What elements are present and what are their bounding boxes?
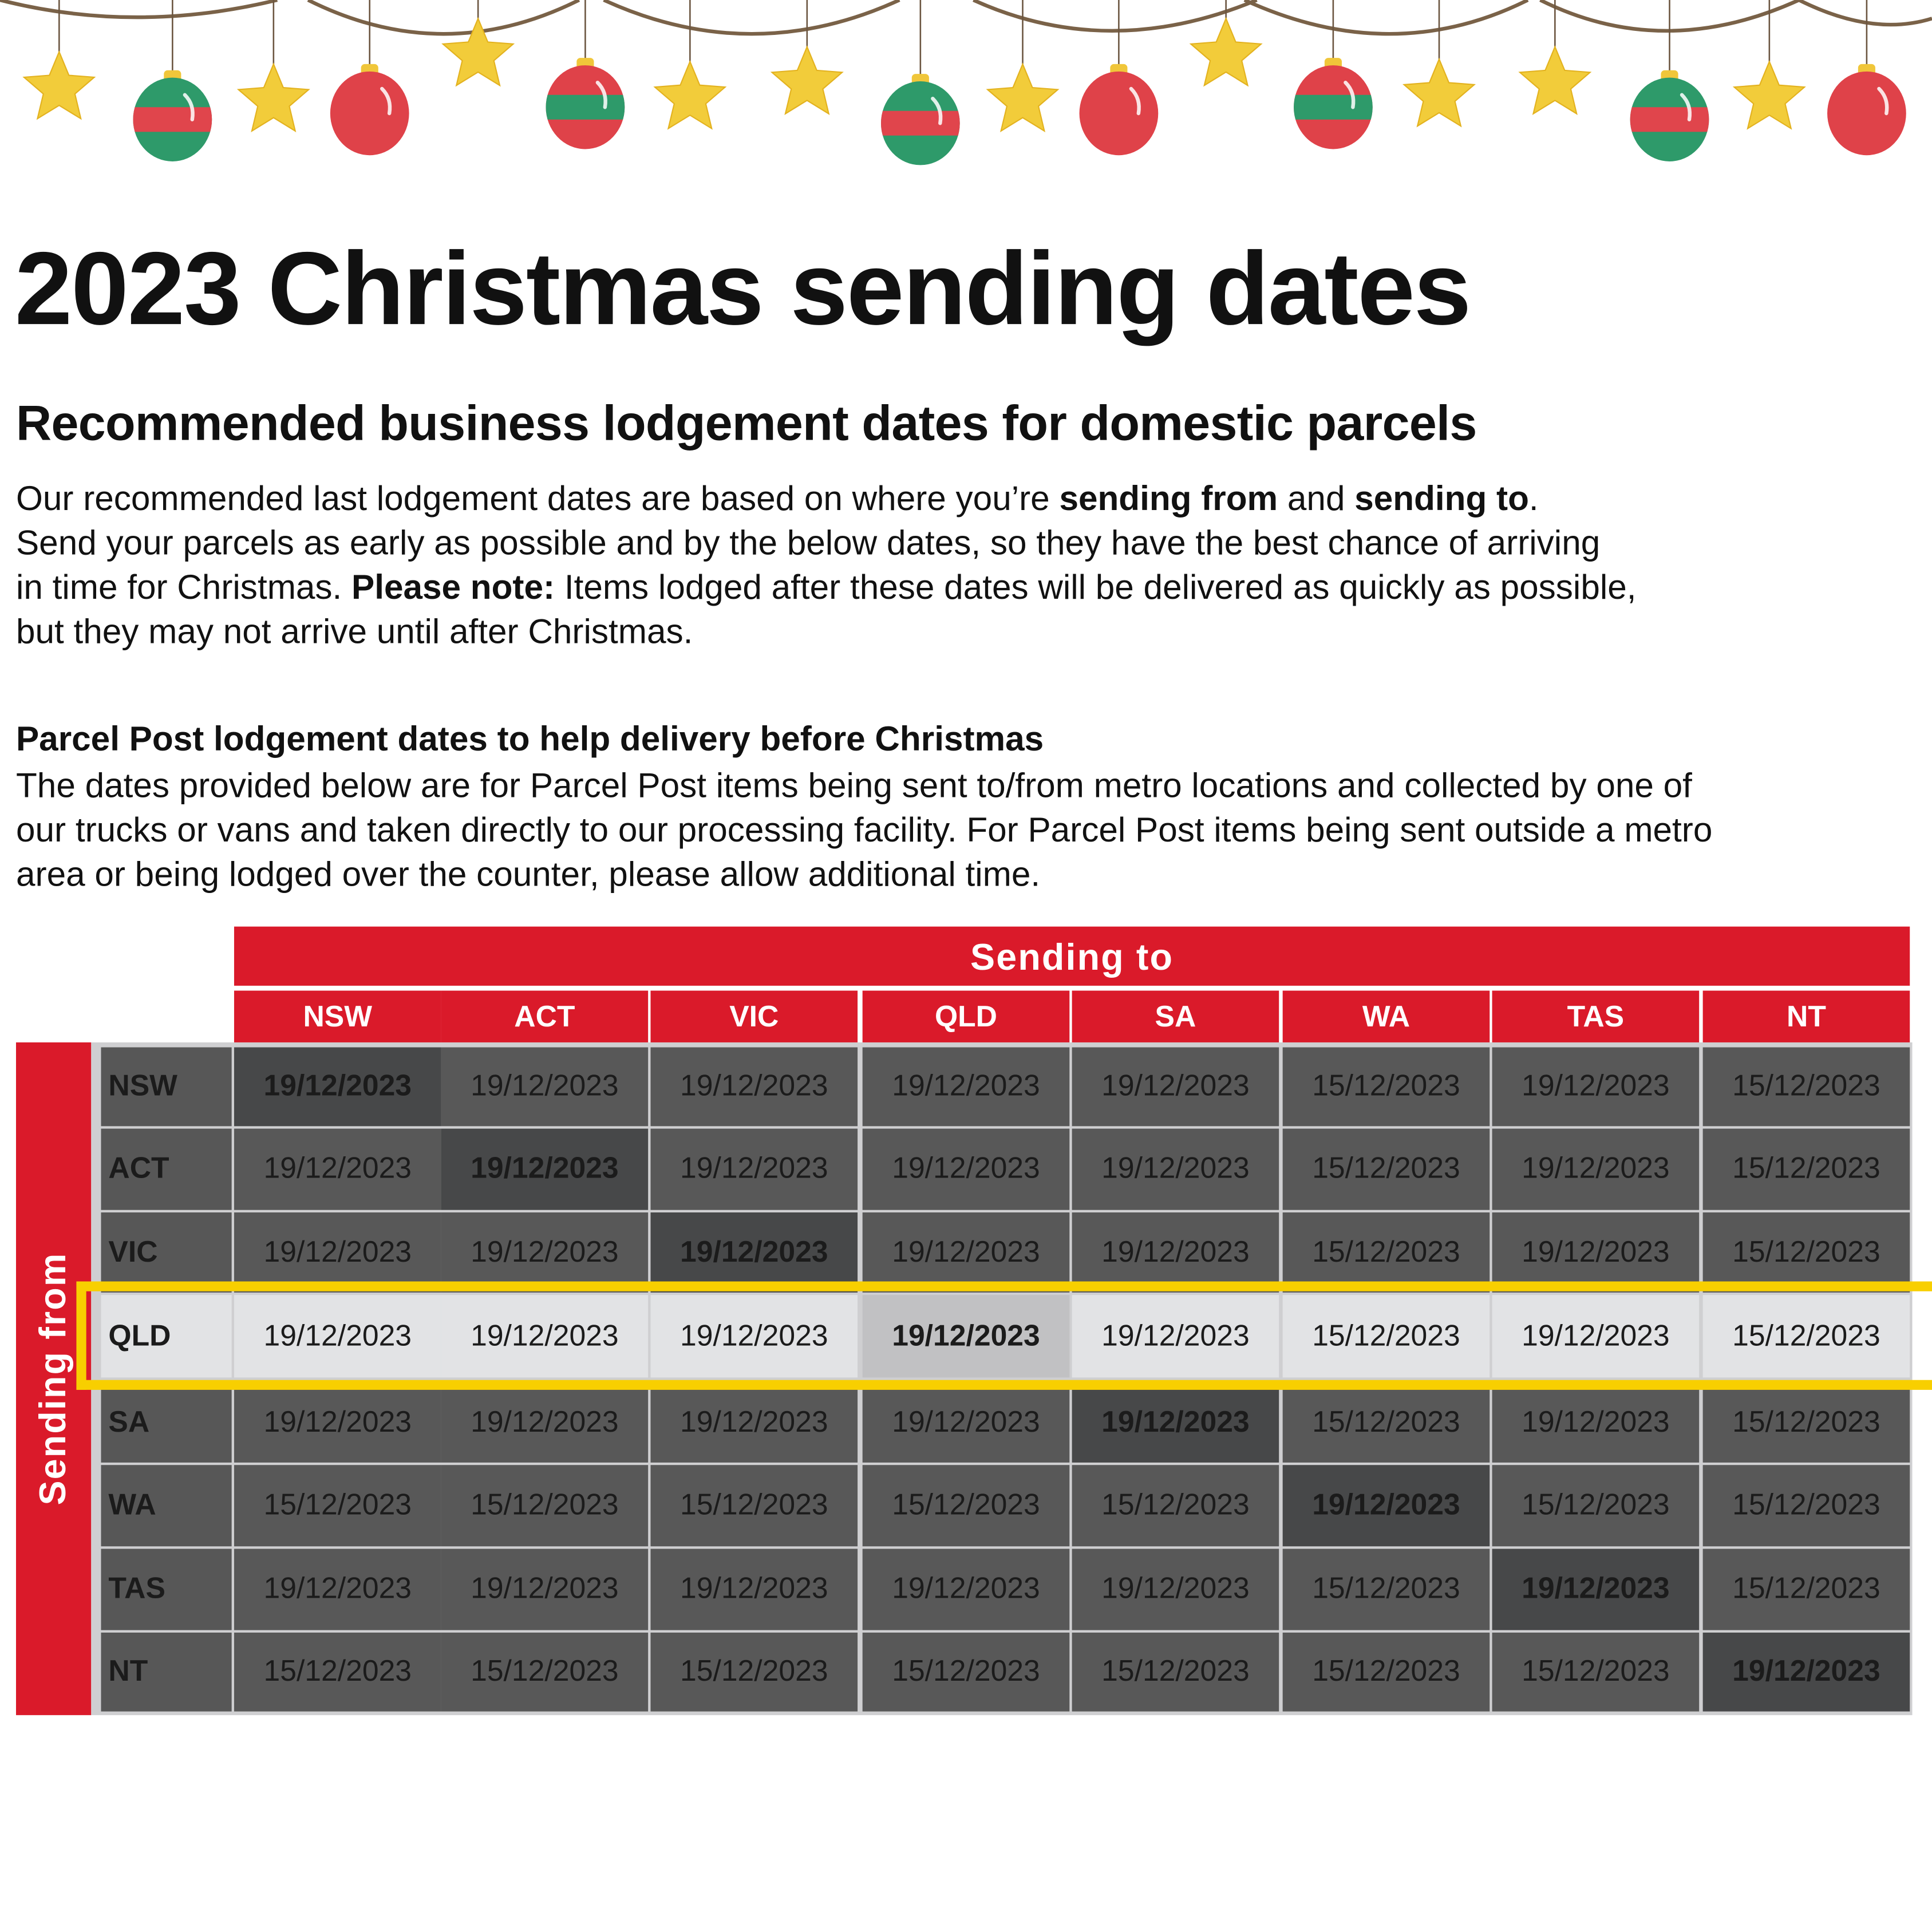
sending-to-header: Sending to: [234, 927, 1910, 986]
date-cell: 19/12/2023: [650, 1295, 858, 1377]
intro-text: .: [1528, 479, 1539, 518]
date-cell: 15/12/2023: [441, 1465, 649, 1546]
date-cell: 19/12/2023: [1492, 1048, 1700, 1127]
date-cell: 19/12/2023: [863, 1382, 1070, 1463]
date-cell: 15/12/2023: [1283, 1382, 1490, 1463]
date-cell: 19/12/2023: [441, 1295, 649, 1377]
row-header: ACT: [101, 1129, 231, 1210]
parcel-post-paragraph: [16, 764, 1712, 897]
date-cell: 19/12/2023: [1072, 1129, 1279, 1210]
column-header-sa: SA: [1072, 991, 1279, 1042]
column-header-qld: QLD: [863, 991, 1070, 1042]
intro-paragraph: [16, 477, 1637, 654]
star-icon: [772, 47, 842, 114]
row-header: SA: [101, 1382, 231, 1463]
date-cell: 19/12/2023: [234, 1295, 441, 1377]
date-cell: 15/12/2023: [863, 1633, 1070, 1712]
date-cell: 19/12/2023: [441, 1212, 649, 1293]
row-header: NT: [101, 1633, 231, 1712]
star-icon: [238, 64, 309, 131]
bauble-stripe-icon: [1293, 95, 1374, 120]
date-cell: 19/12/2023: [863, 1048, 1070, 1127]
bauble-stripe-icon: [1629, 107, 1710, 132]
star-icon: [1735, 62, 1805, 129]
row-header: VIC: [101, 1212, 231, 1293]
date-cell: 19/12/2023: [1492, 1295, 1700, 1377]
intro-text: and: [1278, 479, 1355, 518]
parcel-post-text: our trucks or vans and taken directly to our processing facility. For Parcel Post items being sent outside a metro: [15, 811, 1713, 850]
date-cell: 15/12/2023: [234, 1633, 441, 1712]
red-bauble-icon: [1827, 72, 1906, 155]
date-cell: 19/12/2023: [650, 1212, 858, 1293]
column-header-nt: NT: [1703, 991, 1910, 1042]
row-header: WA: [101, 1465, 231, 1546]
date-cell: 19/12/2023: [863, 1295, 1070, 1377]
star-icon: [1520, 47, 1590, 114]
christmas-garland-decoration: [0, 0, 1932, 172]
column-header-nsw: NSW: [234, 991, 441, 1042]
sending-from-label: Sending from: [33, 1252, 74, 1506]
date-cell: 19/12/2023: [863, 1212, 1070, 1293]
date-cell: 19/12/2023: [863, 1549, 1070, 1630]
intro-text: Items lodged after these dates will be delivered as quickly as possible,: [555, 568, 1637, 606]
date-cell: 19/12/2023: [1072, 1212, 1279, 1293]
date-cell: 15/12/2023: [1283, 1212, 1490, 1293]
please-note-label: Please note:: [351, 568, 555, 606]
column-header-vic: VIC: [650, 991, 858, 1042]
date-cell: 19/12/2023: [650, 1382, 858, 1463]
date-cell: 15/12/2023: [650, 1633, 858, 1712]
intro-text: Send your parcels as early as possible and by the below dates, so they have the best chance of arriving: [15, 523, 1601, 562]
intro-text: Our recommended last lodgement dates are based on where you’re: [15, 479, 1060, 518]
date-cell: 19/12/2023: [441, 1549, 649, 1630]
date-cell: 19/12/2023: [650, 1048, 858, 1127]
date-cell: 15/12/2023: [1703, 1048, 1910, 1127]
date-cell: 15/12/2023: [1072, 1465, 1279, 1546]
date-cell: 19/12/2023: [1492, 1549, 1700, 1630]
date-cell: 19/12/2023: [441, 1129, 649, 1210]
date-cell: 15/12/2023: [1492, 1465, 1700, 1546]
date-cell: 15/12/2023: [1283, 1129, 1490, 1210]
page-subtitle: Recommended business lodgement dates for domestic parcels: [15, 397, 1477, 451]
date-cell: 15/12/2023: [1703, 1465, 1910, 1546]
date-cell: 19/12/2023: [1072, 1295, 1279, 1377]
row-header: NSW: [101, 1048, 231, 1127]
date-cell: 15/12/2023: [1703, 1382, 1910, 1463]
date-cell: 19/12/2023: [1072, 1048, 1279, 1127]
bauble-stripe-icon: [544, 95, 626, 120]
garland-string-icon: [0, 0, 1932, 34]
parcel-post-text: The dates provided below are for Parcel Post items being sent to/from metro locations and collected by one of: [15, 766, 1692, 805]
qld-row-highlight: [76, 1282, 1932, 1390]
column-header-act: ACT: [441, 991, 649, 1042]
star-icon: [1404, 59, 1475, 126]
row-header: QLD: [101, 1295, 231, 1377]
date-cell: 15/12/2023: [441, 1633, 649, 1712]
star-icon: [24, 52, 94, 118]
parcel-post-text: area or being lodged over the counter, please allow additional time.: [15, 855, 1041, 894]
date-cell: 19/12/2023: [234, 1048, 441, 1127]
date-cell: 15/12/2023: [1283, 1549, 1490, 1630]
date-cell: 15/12/2023: [863, 1465, 1070, 1546]
date-cell: 15/12/2023: [1703, 1129, 1910, 1210]
date-cell: 15/12/2023: [1703, 1295, 1910, 1377]
intro-text: in time for Christmas.: [15, 568, 352, 606]
date-cell: 15/12/2023: [1492, 1633, 1700, 1712]
date-cell: 19/12/2023: [1703, 1633, 1910, 1712]
date-cell: 19/12/2023: [1072, 1549, 1279, 1630]
intro-text: but they may not arrive until after Christmas.: [15, 612, 693, 651]
date-cell: 19/12/2023: [1492, 1212, 1700, 1293]
column-header-wa: WA: [1283, 991, 1490, 1042]
star-icon: [987, 64, 1058, 131]
date-cell: 19/12/2023: [441, 1048, 649, 1127]
date-cell: 15/12/2023: [1703, 1212, 1910, 1293]
date-cell: 15/12/2023: [1283, 1295, 1490, 1377]
date-cell: 15/12/2023: [1283, 1048, 1490, 1127]
row-header: TAS: [101, 1549, 231, 1630]
date-cell: 19/12/2023: [441, 1382, 649, 1463]
date-cell: 19/12/2023: [234, 1382, 441, 1463]
date-cell: 19/12/2023: [1492, 1129, 1700, 1210]
bauble-stripe-icon: [880, 111, 961, 136]
bauble-stripe-icon: [132, 107, 213, 132]
red-bauble-icon: [1080, 72, 1159, 155]
date-cell: 19/12/2023: [650, 1549, 858, 1630]
date-cell: 15/12/2023: [234, 1465, 441, 1546]
date-cell: 19/12/2023: [1492, 1382, 1700, 1463]
date-cell: 19/12/2023: [234, 1549, 441, 1630]
page-title: 2023 Christmas sending dates: [14, 230, 1471, 346]
red-bauble-icon: [330, 72, 409, 155]
column-header-tas: TAS: [1492, 991, 1700, 1042]
date-cell: 15/12/2023: [1072, 1633, 1279, 1712]
date-cell: 15/12/2023: [1703, 1549, 1910, 1630]
date-cell: 19/12/2023: [1072, 1382, 1279, 1463]
intro-bold: sending from: [1059, 479, 1278, 518]
date-cell: 19/12/2023: [1283, 1465, 1490, 1546]
date-cell: 19/12/2023: [234, 1129, 441, 1210]
date-cell: 19/12/2023: [863, 1129, 1070, 1210]
date-cell: 15/12/2023: [1283, 1633, 1490, 1712]
date-cell: 19/12/2023: [650, 1129, 858, 1210]
date-cell: 15/12/2023: [650, 1465, 858, 1546]
star-icon: [655, 62, 725, 129]
star-icon: [1191, 18, 1261, 85]
intro-bold: sending to: [1354, 479, 1529, 518]
date-cell: 19/12/2023: [234, 1212, 441, 1293]
parcel-post-heading: Parcel Post lodgement dates to help delivery before Christmas: [15, 720, 1044, 758]
